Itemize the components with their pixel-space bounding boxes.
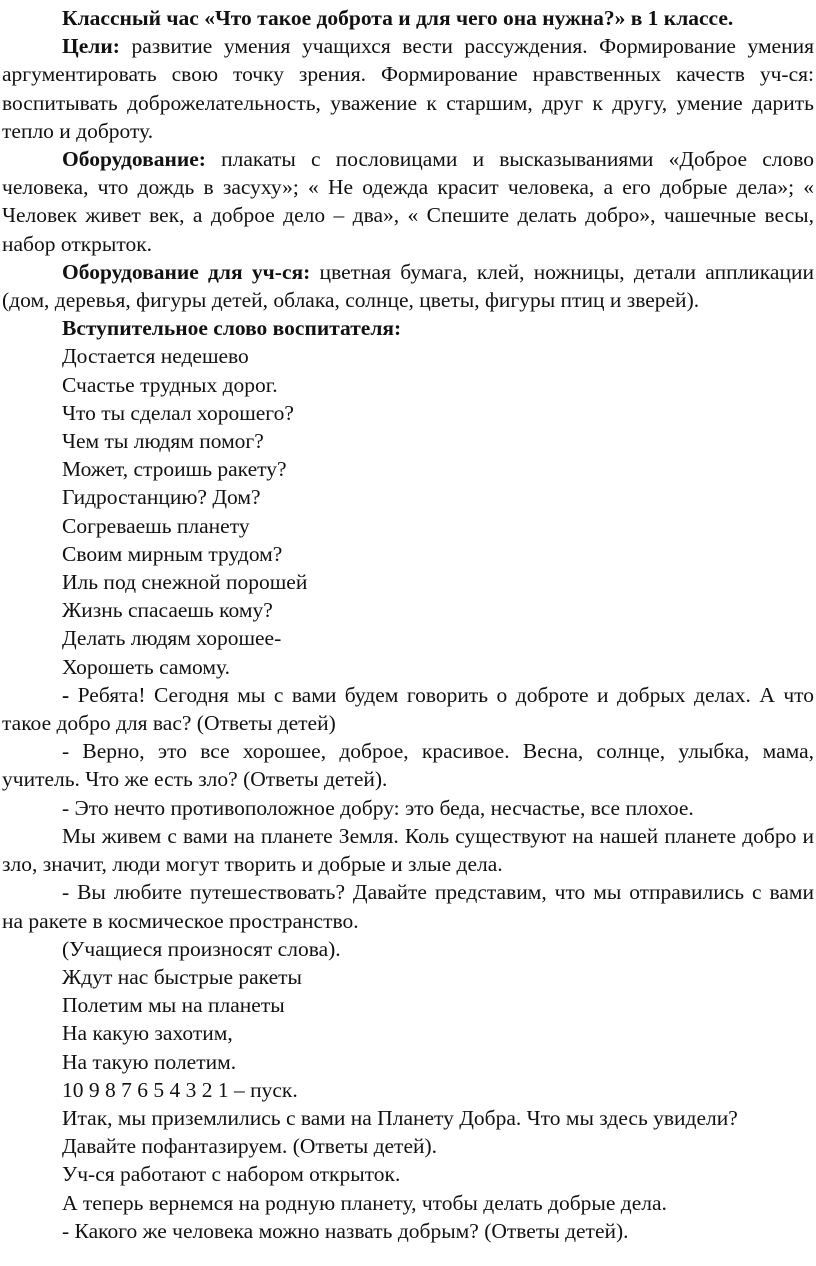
poem-line: Своим мирным трудом? [62, 541, 283, 566]
poem-line: Что ты сделал хорошего? [62, 400, 294, 425]
student-equipment-label: Оборудование для уч-ся: [62, 259, 311, 284]
dialogue-paragraph: - Это нечто противоположное добру: это беда, несчастье, все плохое. [62, 795, 694, 820]
equipment-label: Оборудование: [62, 147, 206, 172]
equipment-text: плакаты с пословицами и высказываниями «Доброе слово человека, что дождь в засуху»; « Не одежда красит человека, а его добрые дела»; « Человек живет век, а доброе дело – два», « Спешите делать добро», чашечные весы, набор открыток. [2, 147, 814, 256]
goals-label: Цели: [62, 34, 120, 59]
dialogue-paragraph: - Вы любите путешествовать? Давайте представим, что мы отправились с вами на ракете в космическое пространство. [2, 880, 814, 933]
goals-paragraph [2, 32, 814, 145]
rocket-line: (Учащиеся произносят слова). [62, 936, 341, 961]
student-equipment-paragraph [2, 258, 814, 314]
poem-line: Делать людям хорошее- [62, 626, 282, 651]
student-equipment-text: цветная бумага, клей, ножницы, детали аппликации (дом, деревья, фигуры детей, облака, солнце, цветы, фигуры птиц и зверей). [2, 259, 814, 313]
poem-line: Жизнь спасаешь кому? [62, 598, 273, 623]
poem-line: Достается недешево [62, 344, 249, 369]
equipment-paragraph [2, 145, 814, 258]
rocket-line: А теперь вернемся на родную планету, чтобы делать добрые дела. [62, 1190, 667, 1215]
rocket-line: Уч-ся работают с набором открыток. [62, 1162, 401, 1187]
rocket-line: Давайте пофантазируем. (Ответы детей). [62, 1134, 438, 1159]
rocket-line: Ждут нас быстрые ракеты [62, 964, 302, 989]
dialogue-paragraph: - Верно, это все хорошее, доброе, красивое. Весна, солнце, улыбка, мама, учитель. Что же есть зло? (Ответы детей). [2, 739, 814, 792]
poem-line: Иль под снежной порошей [62, 570, 308, 595]
document-title: Классный час «Что такое доброта и для чего она нужна?» в 1 классе. [62, 6, 734, 30]
dialogue-text: Ребята! Сегодня мы с вами будем говорить о доброте и добрых делах. А что такое добро для вас? (Ответы детей) [2, 682, 814, 736]
poem-line: Согреваешь планету [62, 513, 250, 538]
dialogue-paragraph: Мы живем с вами на планете Земля. Коль существуют на нашей планете добро и зло, значит, люди могут творить и добрые и злые дела. [2, 823, 814, 877]
intro-heading: Вступительное слово воспитателя: [62, 316, 402, 341]
poem-line: Чем ты людям помог? [62, 429, 264, 454]
rocket-line: - Какого же человека можно назвать добрым? (Ответы детей). [62, 1218, 629, 1243]
rocket-line: Полетим мы на планеты [62, 993, 285, 1018]
dialogue-paragraph [2, 681, 814, 737]
poem-line: Счастье трудных дорог. [62, 372, 278, 397]
rocket-line: Итак, мы приземлились с вами на Планету Добра. Что мы здесь увидели? [62, 1105, 738, 1130]
rocket-line: На какую захотим, [62, 1021, 233, 1046]
rocket-line: На такую полетим. [62, 1049, 237, 1074]
dialogue-dash: - [62, 682, 70, 707]
poem-line: Может, строишь ракету? [62, 457, 287, 482]
rocket-line: 10 9 8 7 6 5 4 3 2 1 – пуск. [62, 1077, 298, 1102]
poem-line: Хорошеть самому. [62, 654, 230, 679]
poem-line: Гидростанцию? Дом? [62, 485, 261, 510]
goals-text: развитие умения учащихся вести рассуждения. Формирование умения аргументировать свою точку зрения. Формирование нравственных качеств уч-ся: воспитывать доброжелательность, уважение к старшим, друг к другу, умение дарить тепло и доброту. [2, 34, 814, 143]
